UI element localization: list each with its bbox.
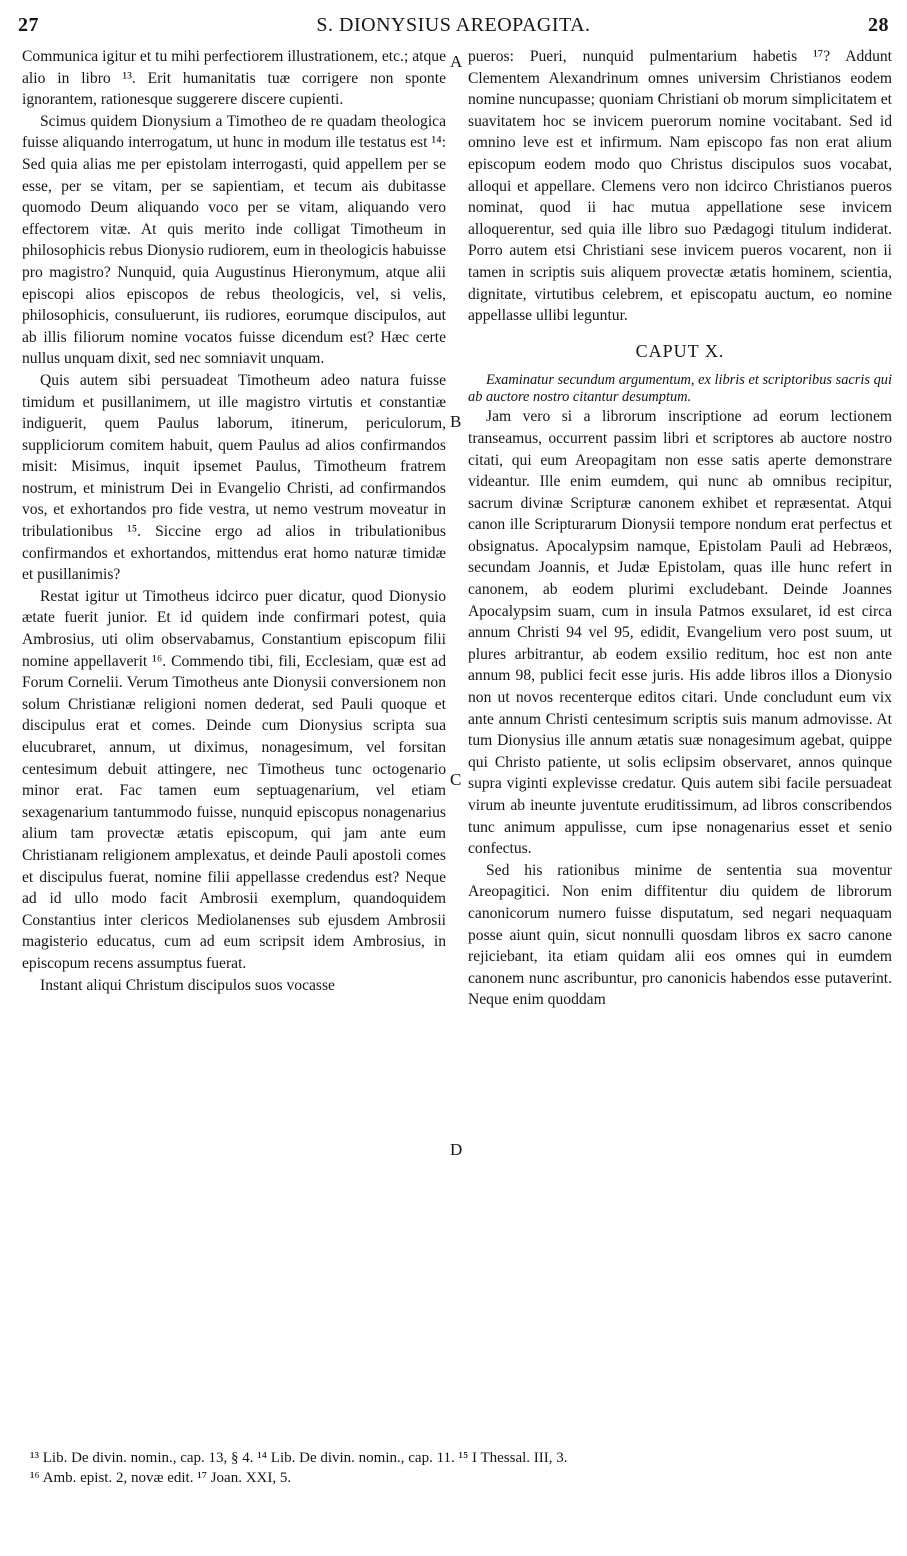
paragraph: Jam vero si a librorum inscriptione ad eorum lectionem transeamus, occurrent passim libri et scriptores ab auctore nostro citati, qui eum Areopagitam non esse satis aperte demonstrare videantur. Ille enim eumdem, qui nunc ab omnibus recipitur, sacrum divinæ Scripturæ canonem exhibet et repræsentat. Atqui canon ille Scripturarum Dionysii tempore nondum erat perfectus et obsignatus. Apocalypsim namque, Epistolam Pauli ad Hebræos, secundam Joannis, et Judæ Epistolam, quas ille hunc refert in canonem, ab eodem plurimi excludebant. Deinde Joannes Apocalypsim suam, cum in insula Patmos exsularet, id est circa annum Christi 94 vel 95, edidit, Evangelium vero post suum, ut plures arbitrantur, ab eodem exsilio reditum, hoc est non ante annum 98, publici fecit esse juris. His adde libros illos a Dionysio non ut novos recenterque editos citari. Unde concludunt eum vix ante annum Christi centesimum scriptis suis manum admovisse. At tum Dionysius ille annum ætatis suæ nonagesimum agebat, quippe qui Christo patiente, ut solis eclipsim observaret, annos quinque supra viginti explevisse credatur. Quis autem sibi facile persuadeat virum ab ineunte juventute eruditissimum, ad libros conscribendos tunc animum appulisse, cum ipse nonagenarius esset et senio confectus. [468,408,892,858]
footnotes [30,1448,887,1488]
margin-letter-d: D [450,1140,463,1159]
left-column [22,46,446,996]
footnote-line: ¹⁶ Amb. epist. 2, novæ edit. ¹⁷ Joan. XXI, 5. [30,1470,292,1486]
running-title: S. DIONYSIUS AREOPAGITA. [316,14,591,36]
paragraph: Sed his rationibus minime de sententia sua moventur Areopagitici. Non enim diffitentur diu quidem de librorum canonicorum numero fuisse disputatum, sed negari nequaquam posse aiunt quin, sicut nonnulli quosdam libros ex sacro canone rejiciebant, ita etiam quidam alii eos omnes qui in eumdem canonem nunc ascribuntur, pro canonicis habendos esse putaverint. Neque enim quoddam [468,861,892,1009]
chapter-heading: CAPUT X. [635,340,725,361]
paragraph: Communica igitur et tu mihi perfectiorem illustrationem, etc.; atque alio in libro ¹³. Erit humanitatis tuæ corrigere non sponte ignorantem, rationesque suggerere discere cupienti. [22,48,446,109]
paragraph: Restat igitur ut Timotheus idcirco puer dicatur, quod Dionysio ætate fuerit junior. Et id quidem inde confirmari potest, quia Ambrosius, uti olim observabamus, Constantium episcopum filii nomine appellaverit ¹⁶. Commendo tibi, fili, Ecclesiam, quæ est ad Forum Cornelii. Verum Timotheus ante Dionysii conversionem non solum Christianæ religioni nomen dederat, sed Pauli quoque et discipulus erat et comes. Deinde cum Dionysius scripta sua elucubraret, annum, ut diximus, nonagesimum, vel forsitan centesimum debuit attingere, nec Timotheus tunc octogenario minor erat. Fac tamen eum septuagenarium, vel etiam sexagenarium tantummodo fuisse, nunquid episcopus nonagenarius alium tam provectæ ætatis episcopum, qui jam ante eum Christianam religionem amplexatus, et deinde Pauli apostoli comes et discipulus fuerat, nomine filii appellasse credendus est? Neque ad id ullo modo facit Ambrosii exemplum, quandoquidem Constantius inter clericos Mediolanenses sub ejusdem Ambrosii magisterio educatus, cum ad eum scripsit idem Ambrosius, in episcopum recens assumptus fuerat. [22,587,446,972]
paragraph: Scimus quidem Dionysium a Timotheo de re quadam theologica fuisse aliquando interrogatum, ut hunc in modum ille testatus est ¹⁴: Sed quia alias me per epistolam interrogasti, quid appellem per se esse, per se vitam, per se sapientiam, et tecum ais dubitasse quomodo Deum aliquando voco per se vitam, aliquando vero effectorem vitæ. At quis merito inde colligat Timotheum in philosophicis rebus Dionysio rudiorem, eum in theologicis habuisse pro magistro? Nunquid, quia Augustinus Hieronymum, atque alii episcopi alios episcopos de rebus theologicis, vel, si velis, philosophicis, consuluerunt, iis rudiores, eorumque discipulos, aut ab illis filiorum nomine vocatos fuisse dicendum est? Hæc certe nullus unquam dixit, sed nec somniavit unquam. [22,112,446,368]
paragraph: Quis autem sibi persuadeat Timotheum adeo natura fuisse timidum et pusillanimem, ut ille magistro virtutis et constantiæ indiguerit, quem Paulus laborum, itinerum, periculorum, suppliciorum comitem habuit, quem Paulus ad alios confirmandos misit: Misimus, inquit ipsemet Paulus, Timotheum fratrem nostrum, et ministrum Dei in Evangelio Christi, ad confirmandos vos, et exhortandos pro fide vestra, ut nemo vestrum moveatur in tribulationibus ¹⁵. Siccine ergo ad alios in tribulationibus confirmandos et exhortandos, mittendus erat homo naturæ timidæ et pusillanimis? [22,371,446,584]
footnote-line: ¹³ Lib. De divin. nomin., cap. 13, § 4. ¹⁴ Lib. De divin. nomin., cap. 11. ¹⁵ I Thessal. III, 3. [30,1450,568,1466]
margin-letter-a: A [450,52,463,71]
running-header [18,14,889,40]
chapter-summary: Examinatur secundum argumentum, ex libris et scriptoribus sacris qui ab auctore nostro citantur desumptum. [468,372,892,406]
margin-letter-b: B [450,412,462,431]
page-number-right: 28 [868,14,889,36]
page-number-left: 27 [18,14,39,36]
paragraph: pueros: Pueri, nunquid pulmentarium habetis ¹⁷? Addunt Clementem Alexandrinum omnes universim Christianos eodem nomine nuncupasse; quoniam Christiani ob morum simplicitatem et suavitatem hoc se invicem puerorum nomine vocitabant. Sed id omnino leve est et infirmum. Nam episcopo fas non erat alium episcopum eodem modo quo Christus discipulos suos vocabat, alloqui et appellare. Clemens vero non idcirco Christianos pueros nominat, quod ii hac mutua appellatione sese invicem alloquerentur, sed quia ille libro suo Pædagogi titulum indiderat. Porro autem etsi Christiani sese invicem pueros vocarent, non ii tamen in scriptis suis aliquem provectæ ætatis hominem, scientia, dignitate, virtutibus celebrem, et episcopatu auctum, eo nomine appellasse ullibi leguntur. [468,48,892,325]
right-column [468,46,892,1011]
paragraph: Instant aliqui Christum discipulos suos vocasse [40,976,335,994]
margin-letter-c: C [450,770,462,789]
